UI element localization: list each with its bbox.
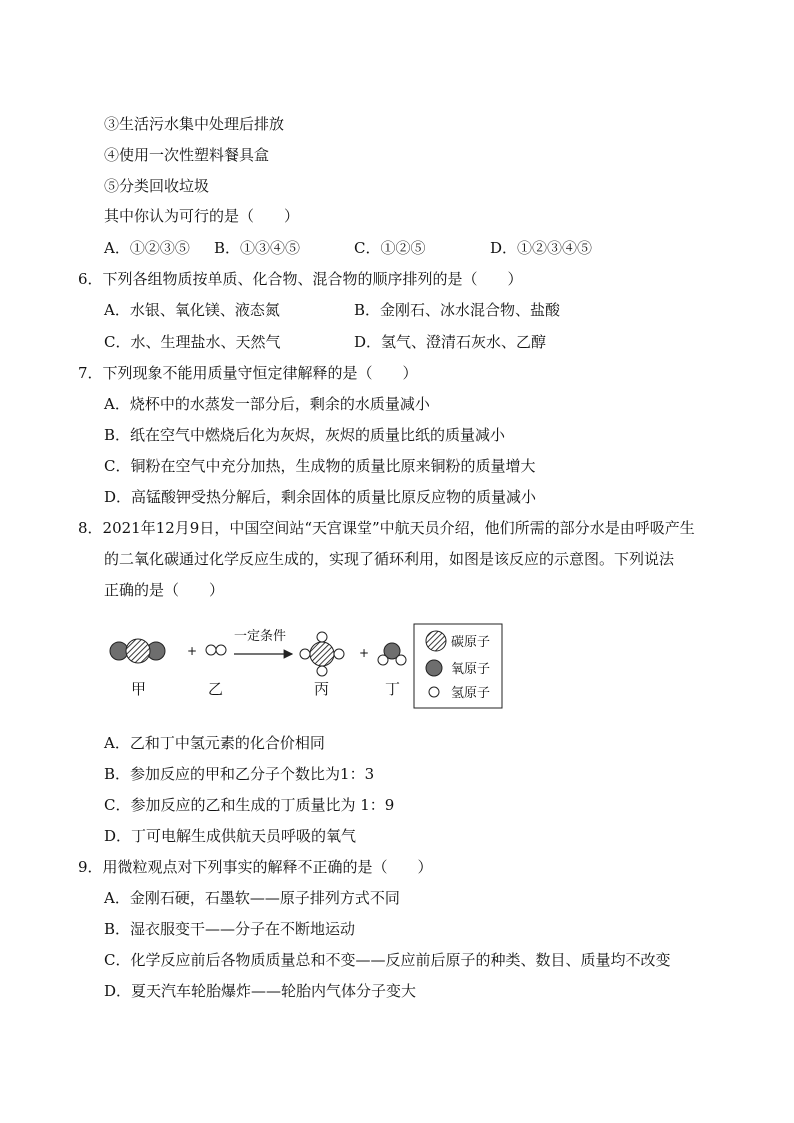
q5-option-b: B．①③④⑤ [214,239,301,257]
plus-sign-2: + [359,646,370,660]
q6-option-b: B．金刚石、冰水混合物、盐酸 [354,301,561,319]
q7-option-a: A．烧杯中的水蒸发一部分后，剩余的水质量减小 [104,395,430,413]
q9-option-b: B．湿衣服变干——分子在不断地运动 [104,920,356,938]
q7-stem: 7．下列现象不能用质量守恒定律解释的是（ ） [78,364,418,382]
q5-option-d: D．①②③④⑤ [490,239,593,257]
oxygen-atom-icon [426,660,442,676]
molecule-yi-h2-icon [206,645,226,655]
q6-option-c: C．水、生理盐水、天然气 [104,333,281,351]
q5-question: 其中你认为可行的是（ ） [104,207,300,225]
label-bing: 丙 [314,680,330,698]
q6-option-d: D．氢气、澄清石灰水、乙醇 [354,333,547,351]
hydrogen-atom-icon [429,687,439,697]
molecule-ding-h2o-icon [378,643,406,665]
q8-stem-line-2: 的二氧化碳通过化学反应生成的，实现了循环利用，如图是该反应的示意图。下列说法 [104,550,675,568]
q8-option-b: B．参加反应的甲和乙分子个数比为1：3 [104,765,375,783]
molecule-jia-co2-icon [110,639,165,663]
label-yi: 乙 [208,680,224,698]
label-jia: 甲 [131,680,147,698]
reaction-condition: 一定条件 [234,629,287,644]
q8-option-a: A．乙和丁中氢元素的化合价相同 [104,734,325,752]
q8-stem-line-3: 正确的是（ ） [104,581,225,599]
q5-item-4: ④使用一次性塑料餐具盒 [104,146,270,164]
q8-option-d: D．丁可电解生成供航天员呼吸的氧气 [104,827,357,845]
diagram-legend [414,624,502,708]
q8-option-c: C．参加反应的乙和生成的丁质量比为 1：9 [104,796,395,814]
legend-carbon: 碳原子 [451,635,491,650]
q6-stem: 6．下列各组物质按单质、化合物、混合物的顺序排列的是（ ） [78,270,523,288]
carbon-atom-icon [426,631,446,651]
q7-option-d: D．高锰酸钾受热分解后，剩余固体的质量比原反应物的质量减小 [104,488,537,506]
q9-option-d: D．夏天汽车轮胎爆炸——轮胎内气体分子变大 [104,982,417,1000]
legend-hydrogen: 氢原子 [451,686,491,701]
q6-option-a: A．水银、氧化镁、液态氮 [104,301,280,319]
q7-option-b: B．纸在空气中燃烧后化为灰烬，灰烬的质量比纸的质量减小 [104,426,506,444]
q9-option-c: C．化学反应前后各物质质量总和不变——反应前后原子的种类、数目、质量均不改变 [104,951,671,969]
molecule-bing-ch4-icon [300,632,344,676]
q5-item-5: ⑤分类回收垃圾 [104,177,210,195]
legend-oxygen: 氧原子 [451,662,491,677]
q8-stem-line-1: 8．2021年12月9日，中国空间站“天宫课堂”中航天员介绍，他们所需的部分水是由呼吸产生 [78,519,695,537]
q5-option-c: C．①②⑤ [354,239,426,257]
q9-stem: 9．用微粒观点对下列事实的解释不正确的是（ ） [78,858,433,876]
q7-option-c: C．铜粉在空气中充分加热，生成物的质量比原来铜粉的质量增大 [104,457,536,475]
q9-option-a: A．金刚石硬，石墨软——原子排列方式不同 [104,889,400,907]
reaction-diagram [100,618,510,718]
q5-item-3: ③生活污水集中处理后排放 [104,115,285,133]
plus-sign-1: + [187,644,198,658]
label-ding: 丁 [385,680,401,698]
q5-option-a: A．①②③⑤ [104,239,190,257]
